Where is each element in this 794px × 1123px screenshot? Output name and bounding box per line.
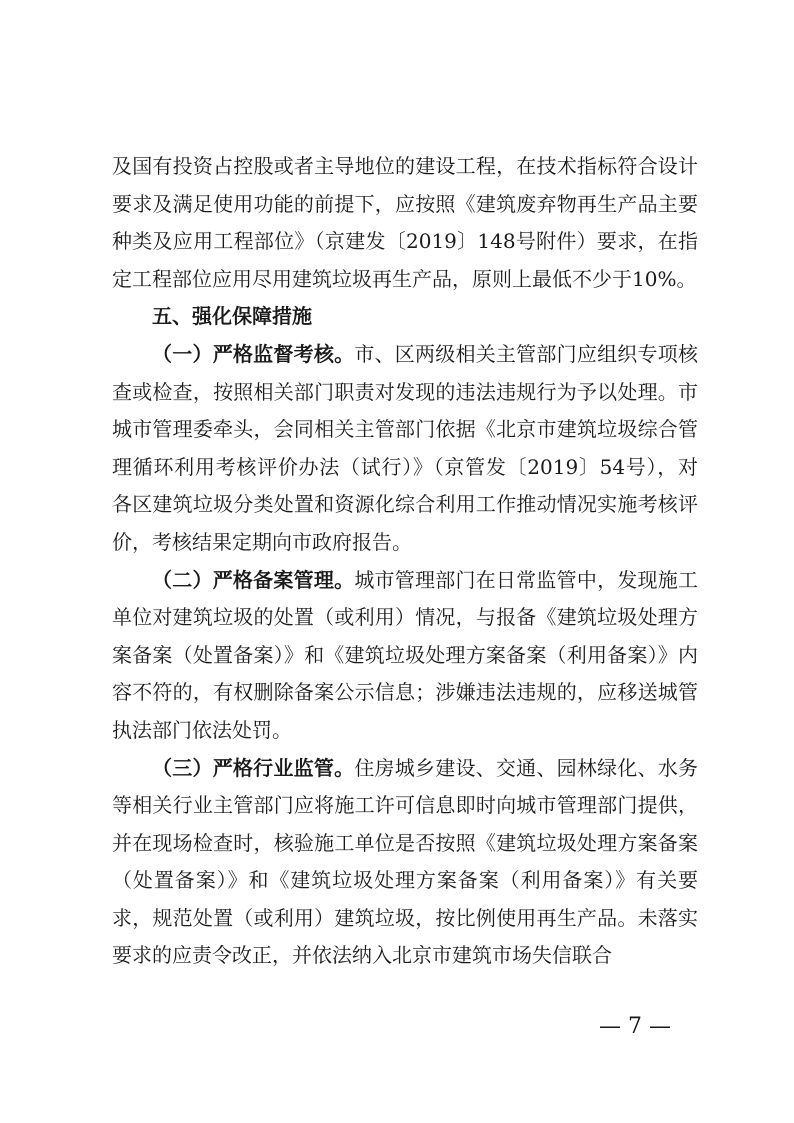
paragraph-lead: （三）严格行业监管。 [152, 755, 355, 780]
paragraph-text: 市、区两级相关主管部门应组织专项核查或检查，按照相关部门职责对发现的违法违规行为予以处理。市城市管理委牵头，会同相关主管部门依据《北京市建筑垃圾综合管理循环利用考核评价办法（试行）》（京管发〔2019〕54号），对各区建筑垃圾分类处置和资源化综合利用工作推动情况实施考核评价，考核结果定期向市政府报告。 [112, 341, 699, 554]
paragraph-filing [112, 562, 698, 750]
paragraph-industry [112, 750, 698, 976]
paragraph-text: 城市管理部门在日常监管中，发现施工单位对建筑垃圾的处置（或利用）情况，与报备《建筑垃圾处理方案备案（处置备案）》和《建筑垃圾处理方案备案（利用备案）》内容不符的，有权删除备案公示信息；涉嫌违法违规的，应移送城管执法部门依法处罚。 [112, 567, 699, 742]
paragraph-lead: （一）严格监督考核。 [152, 341, 355, 366]
paragraph-text: 住房城乡建设、交通、园林绿化、水务等相关行业主管部门应将施工许可信息即时向城市管理部门提供，并在现场检查时，核验施工单位是否按照《建筑垃圾处理方案备案（处置备案）》和《建筑垃圾处理方案备案（利用备案）》有关要求，规范处置（或利用）建筑垃圾，按比例使用再生产品。未落实要求的应责令改正，并依法纳入北京市建筑市场失信联合 [112, 755, 699, 968]
continuation-paragraph: 及国有投资占控股或者主导地位的建设工程，在技术指标符合设计要求及满足使用功能的前提下，应按照《建筑废弃物再生产品主要种类及应用工程部位》（京建发〔2019〕148号附件）要求，在指定工程部位应用尽用建筑垃圾再生产品，原则上最低不少于10%。 [112, 154, 698, 291]
page-number: — 7 — [599, 1014, 671, 1039]
paragraph-supervision [112, 336, 698, 562]
section-heading: 五、强化保障措施 [152, 304, 312, 329]
paragraph-lead: （二）严格备案管理。 [152, 567, 355, 592]
document-body [112, 148, 698, 975]
